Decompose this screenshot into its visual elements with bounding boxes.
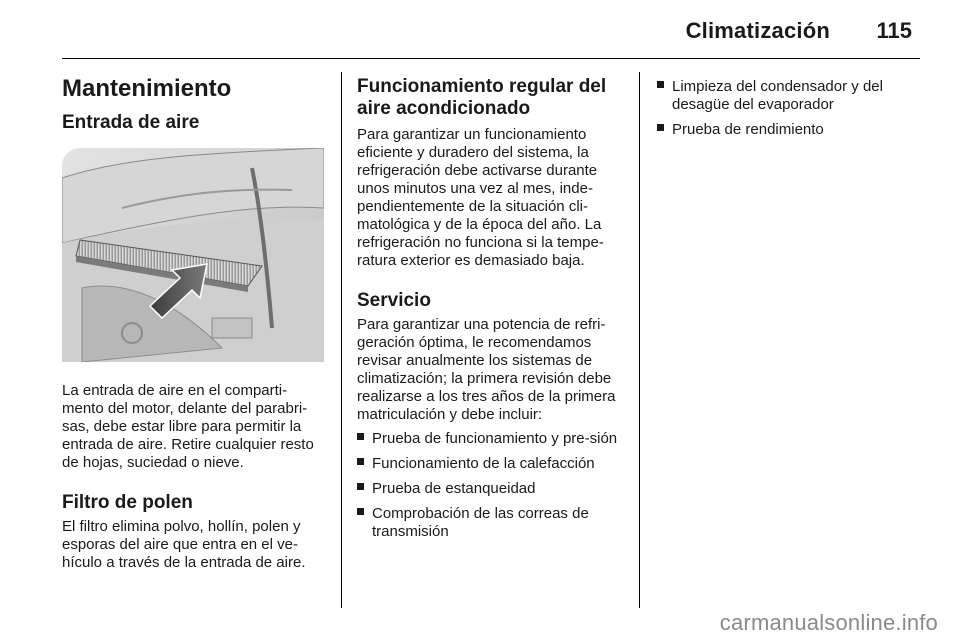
list-item: Funcionamiento de la calefacción (357, 455, 621, 473)
column-divider-1 (341, 72, 342, 608)
list-item: Comprobación de las correas de transmisión (357, 505, 621, 541)
list-item: Prueba de funcionamiento y pre-sión (357, 430, 621, 448)
bullet-square-icon (357, 458, 364, 465)
pollen-filter-text: El filtro elimina polvo, hollín, polen y esporas del aire que entra en el ve-hículo a través de la entrada de aire. (62, 518, 306, 571)
service-text: Para garantizar una potencia de refri-geración óptima, le recomendamos revisar anualmente los sistemas de climatización; la primera revisión debe realizarse a los tres años de la primera matriculación y debe incluir: (357, 316, 616, 423)
column-right (657, 76, 917, 146)
column-divider-2 (639, 72, 640, 608)
air-intake-filter-illustration (62, 148, 324, 362)
header-divider (62, 58, 920, 59)
air-intake-text: La entrada de aire en el comparti-mento del motor, delante del parabri-sas, debe estar libre para permitir la entrada de aire. Retire cualquier resto de hojas, suciedad o nieve. (62, 382, 314, 471)
service-checklist (357, 430, 621, 541)
bullet-square-icon (657, 81, 664, 88)
section-heading-pollen-filter: Filtro de polen (62, 492, 193, 513)
section-heading-ac-operation: Funcionamiento regular del aire acondicionado (357, 76, 607, 119)
watermark: carmanualsonline.info (719, 610, 938, 635)
page-number: 115 (876, 18, 912, 43)
bullet-square-icon (357, 508, 364, 515)
section-heading-service: Servicio (357, 290, 431, 311)
column-left (62, 76, 324, 572)
bullet-square-icon (357, 433, 364, 440)
list-item: Prueba de rendimiento (657, 121, 917, 139)
bullet-square-icon (357, 483, 364, 490)
bullet-square-icon (657, 124, 664, 131)
ac-operation-text: Para garantizar un funcionamiento eficiente y duradero del sistema, la refrigeración debe activarse durante unos minutos una vez al mes, inde-pendientemente de la situación cli-matológica y de la época del año. La refrigeración no funciona si la tempe-ratura exterior es demasiado baja. (357, 126, 604, 269)
list-item: Limpieza del condensador y del desagüe del evaporador (657, 78, 917, 114)
section-heading-air-intake: Entrada de aire (62, 112, 200, 133)
section-title: Climatización (685, 18, 830, 43)
column-middle (357, 76, 621, 548)
list-item: Prueba de estanqueidad (357, 480, 621, 498)
page-heading: Mantenimiento (62, 75, 232, 102)
service-checklist-continued (657, 78, 917, 139)
